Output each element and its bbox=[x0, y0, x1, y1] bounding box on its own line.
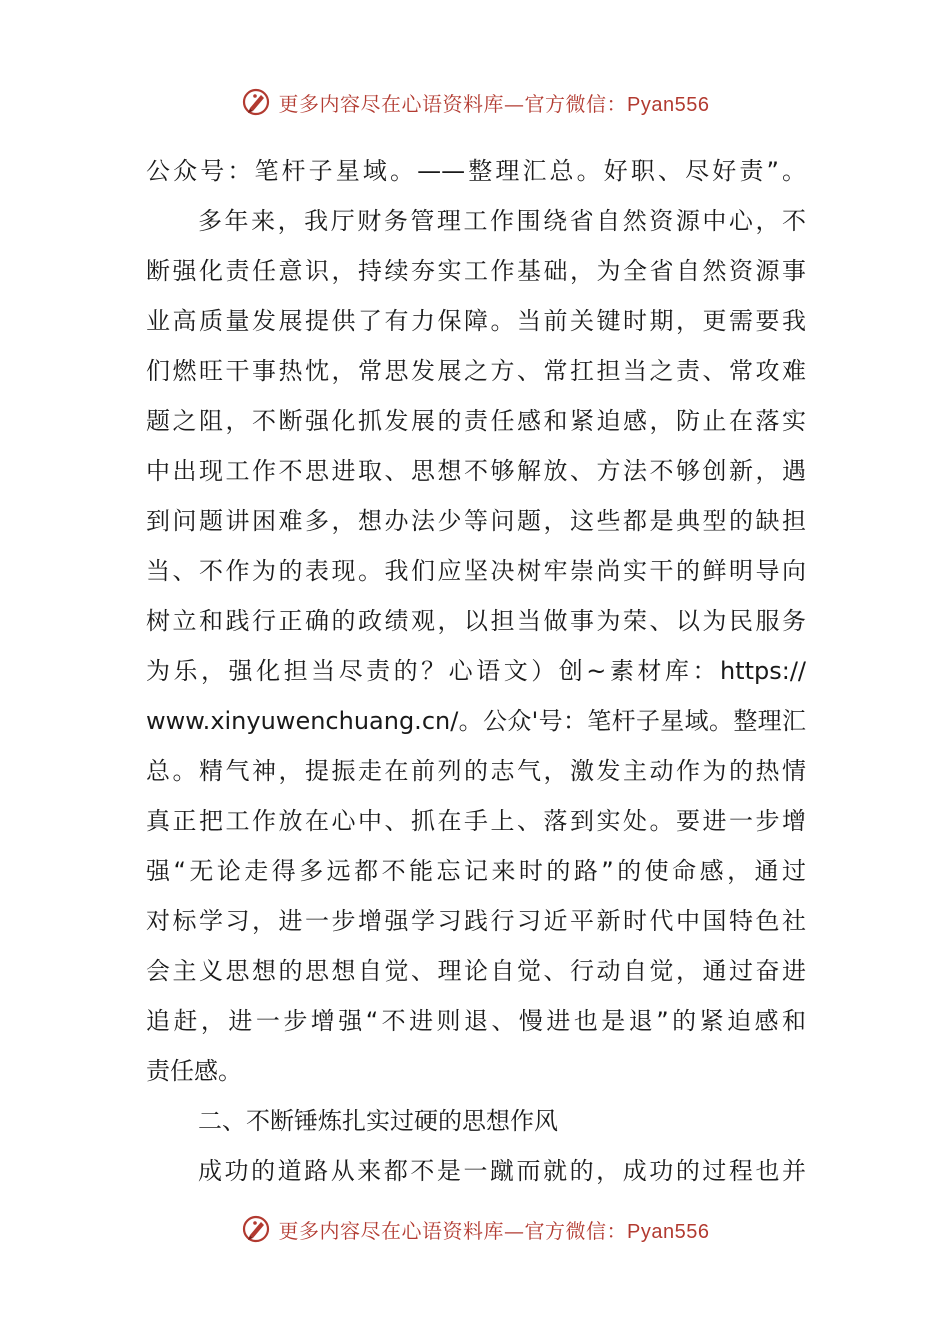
body-line: 当、不作为的表现。我们应坚决树牢崇尚实干的鲜明导向 bbox=[146, 557, 806, 585]
body-line: www.xinyuwenchuang.cn/。公众'号：笔杆子星域。整理汇 bbox=[146, 707, 806, 735]
document-body bbox=[146, 146, 806, 1196]
body-line: 断强化责任意识，持续夯实工作基础，为全省自然资源事 bbox=[146, 257, 806, 285]
body-line: 总。精气神，提振走在前列的志气，激发主动作为的热情 bbox=[146, 757, 806, 785]
body-line: 真正把工作放在心中、抓在手上、落到实处。要进一步增 bbox=[146, 807, 806, 835]
body-line: 追赶，进一步增强“不进则退、慢进也是退”的紧迫感和 bbox=[146, 1007, 806, 1035]
body-line: 为乐，强化担当尽责的？心语文）创~素材库：https:// bbox=[146, 657, 806, 685]
body-line: 们燃旺干事热忱，常思发展之方、常扛担当之责、常攻难 bbox=[146, 357, 806, 385]
body-line: 中出现工作不思进取、思想不够解放、方法不够创新，遇 bbox=[146, 457, 806, 485]
section-heading: 二、不断锤炼扎实过硬的思想作风 bbox=[198, 1107, 558, 1135]
body-line: 业高质量发展提供了有力保障。当前关键时期，更需要我 bbox=[146, 307, 806, 335]
body-line: 公众号：笔杆子星域。——整理汇总。好职、尽好责”。 bbox=[146, 157, 806, 185]
body-line: 树立和践行正确的政绩观，以担当做事为荣、以为民服务 bbox=[146, 607, 806, 635]
body-line: 成功的道路从来都不是一蹴而就的，成功的过程也并 bbox=[198, 1157, 806, 1185]
pen-logo-icon bbox=[241, 1214, 271, 1244]
footer-banner bbox=[0, 1209, 950, 1249]
body-line: 对标学习，进一步增强学习践行习近平新时代中国特色社 bbox=[146, 907, 806, 935]
body-line: 多年来，我厅财务管理工作围绕省自然资源中心，不 bbox=[198, 207, 806, 235]
pen-logo-icon bbox=[241, 87, 271, 117]
body-line: 到问题讲困难多，想办法少等问题，这些都是典型的缺担 bbox=[146, 507, 806, 535]
footer-banner-brand: Pyan556 bbox=[627, 1220, 710, 1243]
body-line: 会主义思想的思想自觉、理论自觉、行动自觉，通过奋进 bbox=[146, 957, 806, 985]
header-banner bbox=[0, 82, 950, 122]
header-banner-content bbox=[241, 87, 710, 117]
body-line: 责任感。 bbox=[146, 1057, 242, 1085]
header-banner-text: 更多内容尽在心语资料库—官方微信：Pyan556 bbox=[278, 91, 710, 116]
body-line: 强“无论走得多远都不能忘记来时的路”的使命感，通过 bbox=[146, 857, 806, 885]
footer-banner-content bbox=[241, 1214, 710, 1244]
header-banner-brand: Pyan556 bbox=[627, 93, 710, 116]
footer-banner-text: 更多内容尽在心语资料库—官方微信：Pyan556 bbox=[278, 1218, 710, 1243]
body-line: 题之阻，不断强化抓发展的责任感和紧迫感，防止在落实 bbox=[146, 407, 806, 435]
